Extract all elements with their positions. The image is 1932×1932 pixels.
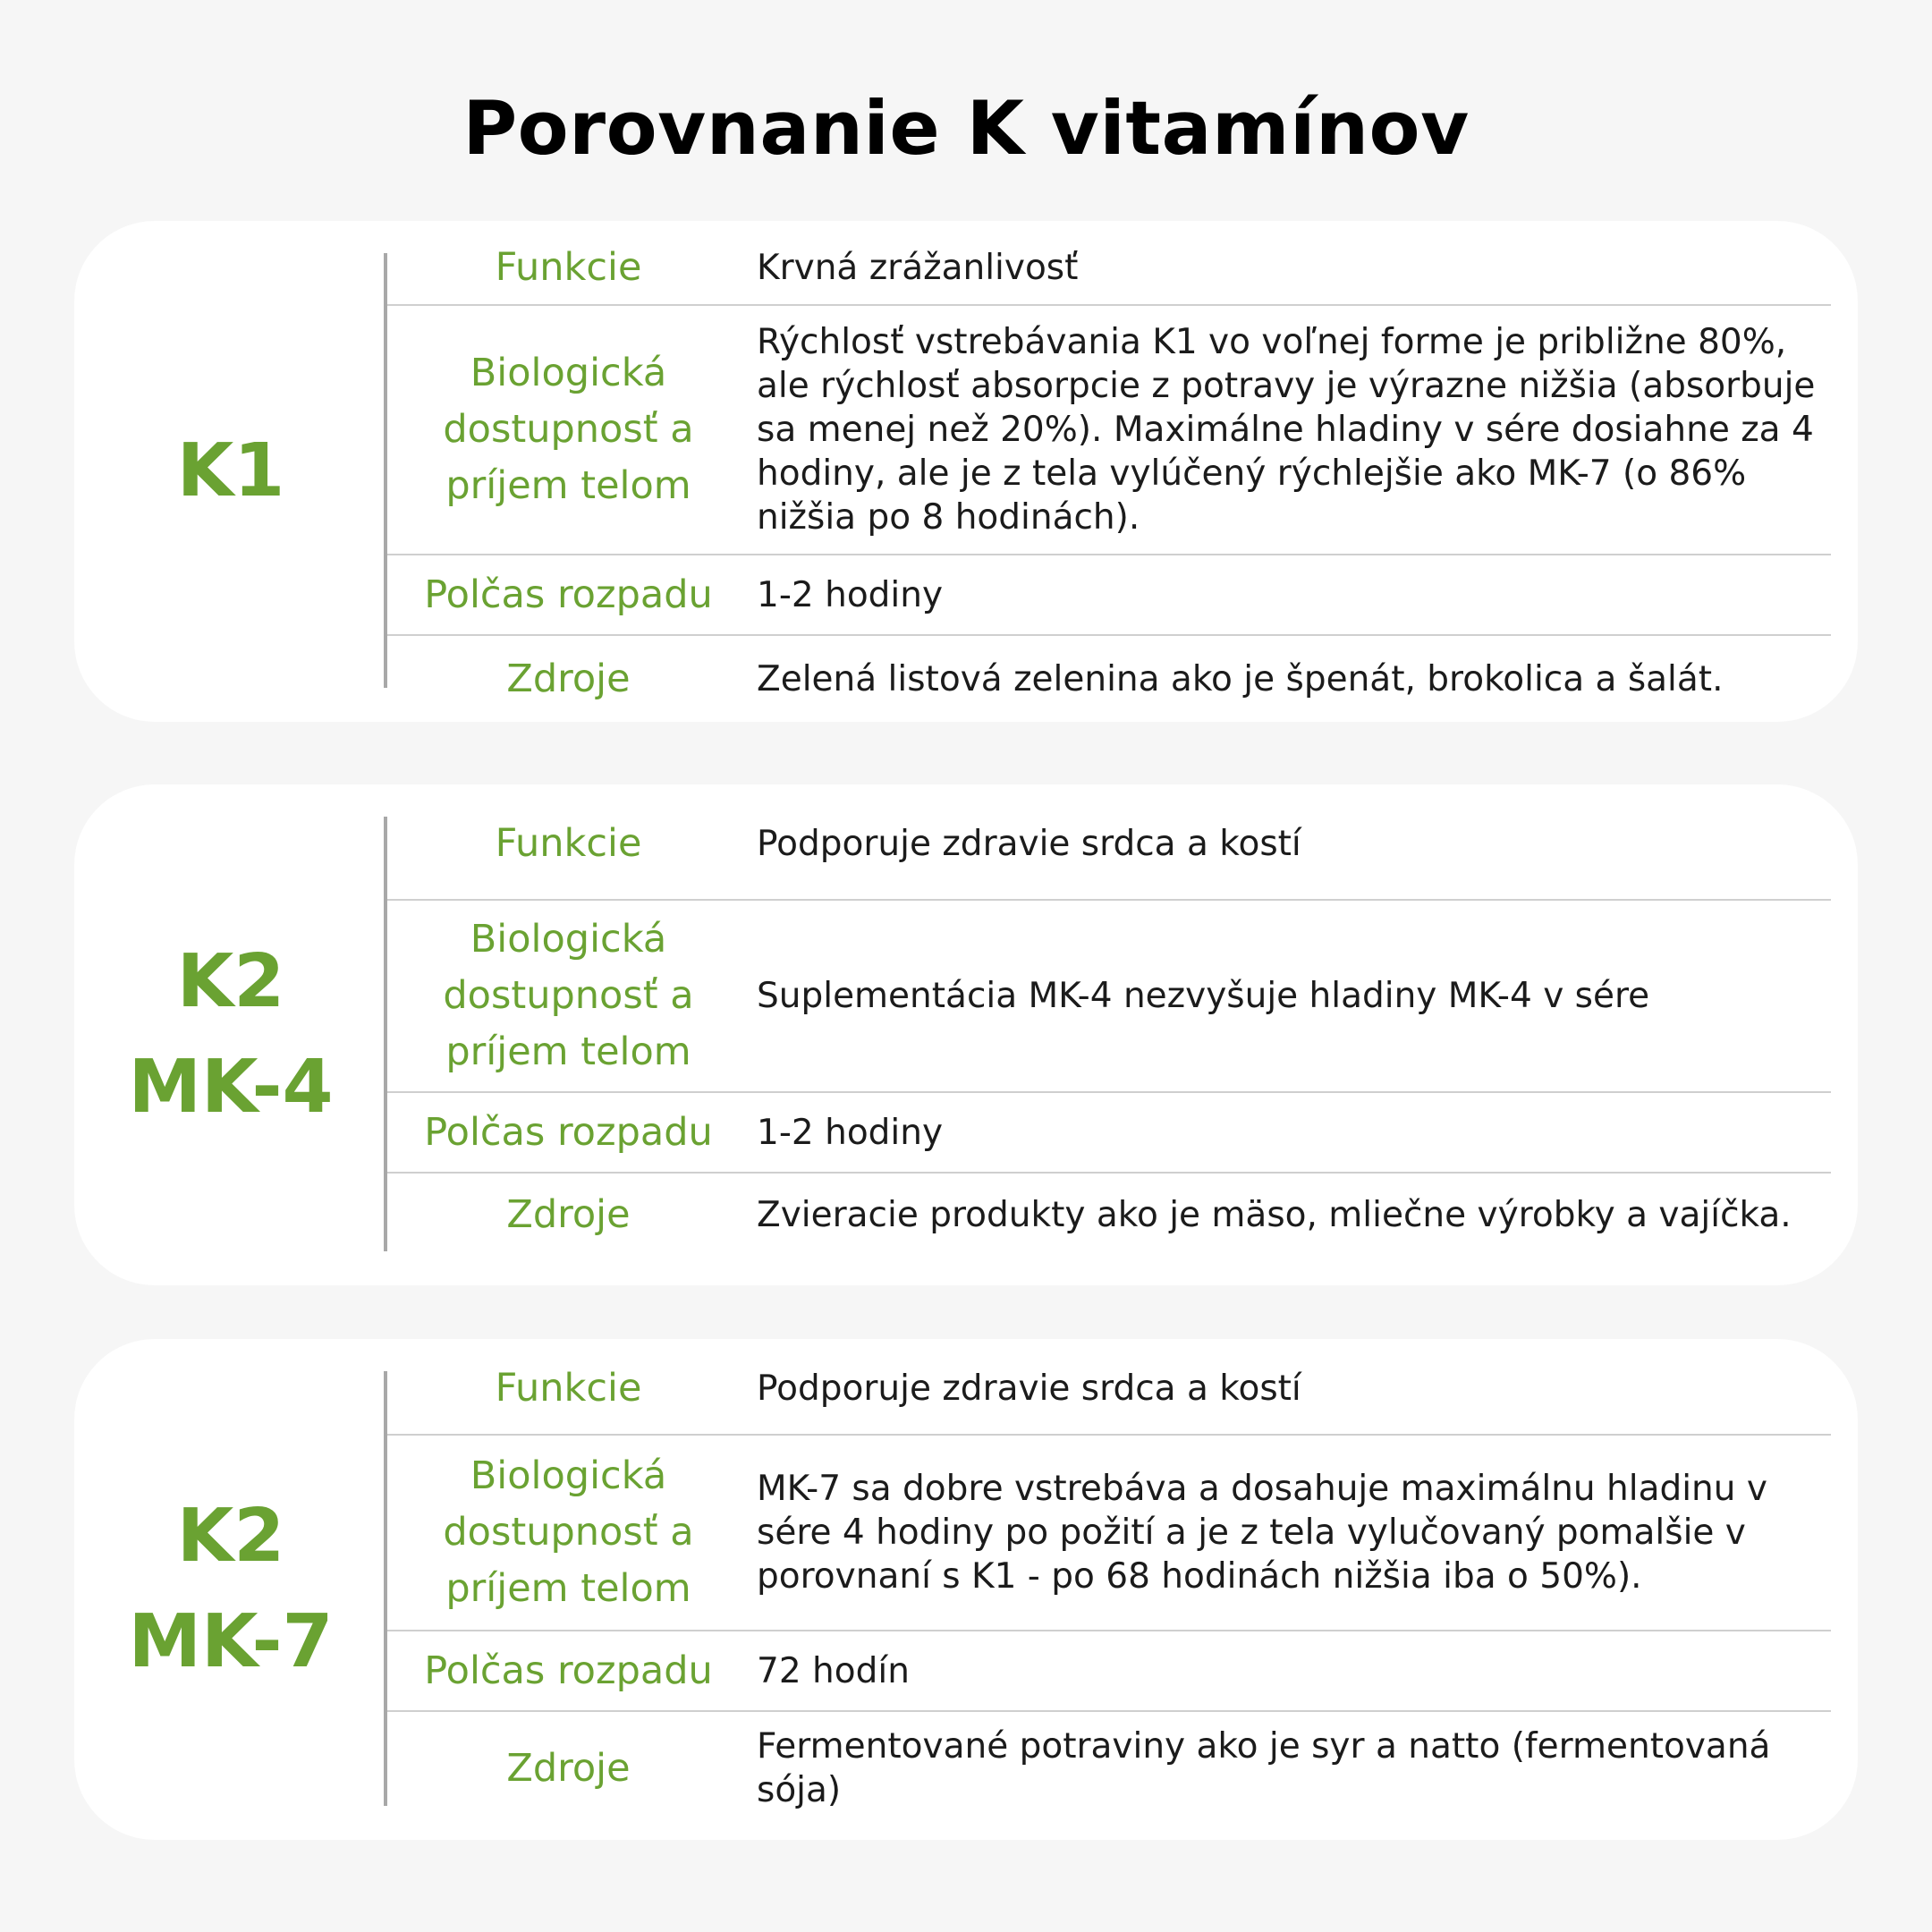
vitamin-name-k2-mk4 [74,784,387,1285]
row-zdroje [387,1174,1831,1256]
row-biologicka-dostupnost [387,901,1831,1093]
value-polcas-rozpadu: 72 hodín [757,1650,910,1691]
vitamin-name-k2-mk7 [74,1339,387,1840]
label-polcas-rozpadu: Polčas rozpadu [424,1648,713,1693]
label-polcas-rozpadu: Polčas rozpadu [424,1109,713,1155]
value-funkcie: Krvná zrážanlivosť [757,248,1079,288]
label-funkcie: Funkcie [495,245,642,290]
value-zdroje: Zvieracie produkty ako je mäso, mliečne výrobky a vajíčka. [757,1194,1792,1235]
row-polcas-rozpadu [387,1631,1831,1712]
row-zdroje [387,1712,1831,1825]
row-funkcie [387,232,1831,306]
value-biologicka-dostupnost: MK-7 sa dobre vstrebáva a dosahuje maximálnu hladinu v sére 4 hodiny po požití a je z tela vylučovaný pomalšie v porovnaní s K1 - po 68 hodinách nižšia iba o 50%). [757,1469,1767,1597]
label-funkcie: Funkcie [495,820,642,866]
label-biologicka-dostupnost: Biologická dostupnosť a príjem telom [443,917,694,1074]
row-zdroje [387,636,1831,722]
vitamin-name-line: MK-7 [128,1599,334,1684]
label-funkcie: Funkcie [495,1365,642,1411]
label-zdroje: Zdroje [506,1191,631,1237]
vitamin-name-line: MK-4 [128,1045,334,1130]
value-polcas-rozpadu: 1-2 hodiny [757,574,944,615]
label-biologicka-dostupnost: Biologická dostupnosť a príjem telom [443,351,694,508]
row-funkcie [387,788,1831,901]
label-biologicka-dostupnost: Biologická dostupnosť a príjem telom [443,1453,694,1611]
row-biologicka-dostupnost [387,306,1831,555]
vitamin-name-line: K1 [176,428,285,513]
row-biologicka-dostupnost [387,1436,1831,1631]
vitamin-name-k1 [74,221,387,722]
value-biologicka-dostupnost: Rýchlosť vstrebávania K1 vo voľnej forme je približne 80%, ale rýchlosť absorpcie z potravy je výrazne nižšia (absorbuje sa menej než 20%). Maximálne hladiny v sére dosiahne za 4 hodiny, ale je z tela vylúčený rýchlejšie ako MK-7 (o 86% nižšia po 8 hodinách). [757,322,1816,538]
row-polcas-rozpadu [387,555,1831,636]
value-funkcie: Podporuje zdravie srdca a kostí [757,823,1301,864]
value-funkcie: Podporuje zdravie srdca a kostí [757,1368,1301,1409]
value-polcas-rozpadu: 1-2 hodiny [757,1112,944,1153]
value-zdroje: Zelená listová zelenina ako je špenát, brokolica a šalát. [757,658,1724,699]
row-polcas-rozpadu [387,1093,1831,1174]
value-biologicka-dostupnost: Suplementácia MK-4 nezvyšuje hladiny MK-4 v sére [757,976,1650,1016]
card-k1 [74,221,1858,722]
label-zdroje: Zdroje [506,656,631,701]
card-k2-mk7 [74,1339,1858,1840]
card-k2-mk4 [74,784,1858,1285]
vitamin-name-line: K2 [176,1494,285,1579]
vitamin-name-line: K2 [176,939,285,1024]
row-funkcie [387,1343,1831,1436]
label-zdroje: Zdroje [506,1745,631,1791]
page-title: Porovnanie K vitamínov [462,85,1470,172]
label-polcas-rozpadu: Polčas rozpadu [424,572,713,617]
value-zdroje: Fermentované potraviny ako je syr a natto (fermentovaná sója) [757,1726,1771,1810]
